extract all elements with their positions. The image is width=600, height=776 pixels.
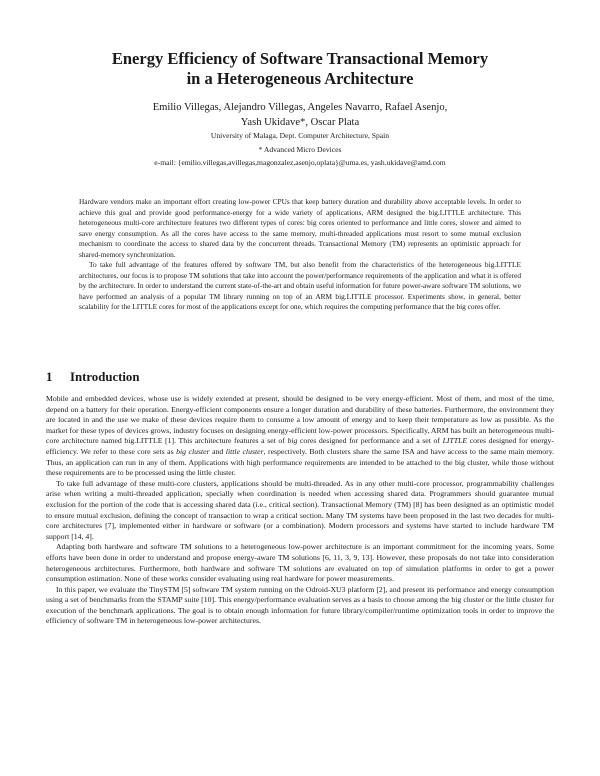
abstract-paragraph: To take full advantage of the features offered by software TM, but also benefit from the characteristics of the heterogeneous big.LITTLE architectures, our focus is to propose TM solutions that take into account the power/performance requirements of the application and what it is offered by the architecture. In order to understand the current state-of-the-art and obtain useful information for future power-aware software TM solutions, we have performed an analysis of a popular TM library running on top of an ARM big.LITTLE processor. Experiments show, in general, better scalability for the LITTLE cores for most of the applications except for one, which requires the computing performance that the big cores offer. xyxy=(79,260,521,312)
body-paragraph: In this paper, we evaluate the TinySTM [5] software TM system running on the Odroid-XU3 platform [2], and present its performance and energy consumption using a set of benchmarks from the STAMP suite [10]. This energy/performance evaluation serves as a basis to choose among the big cluster or the little cluster for execution of the benchmark applications. The goal is to obtain enough information for future library/compiler/runtime optimization tools in order to improve the efficiency of software TM in heterogeneous low-power architectures. xyxy=(46,584,554,626)
authors-line-2: Yash Ukidave*, Oscar Plata xyxy=(240,117,360,128)
affiliation: University of Malaga, Dept. Computer Architecture, Spain xyxy=(210,131,390,140)
author-list xyxy=(60,100,540,130)
emphasis-little-cluster: little cluster xyxy=(225,446,264,456)
section-body xyxy=(46,394,554,627)
emphasis-big: big xyxy=(287,436,298,446)
text-run: cores designed for energy-efficiency. We refer to these core sets as xyxy=(46,436,554,456)
title-line-1: Energy Efficiency of Software Transactional Memory xyxy=(111,49,489,68)
body-paragraph: Adapting both hardware and software TM solutions to a heterogeneous low-power architecture is an important commitment for the incoming years. Some efforts have been done in order to understand and propose energy-aware TM solutions [6, 11, 3, 9, 13]. However, these proposals do not take into consideration heterogeneous architectures. Furthermore, both hardware and software TM solutions are evaluated on top of simulation platforms in order to get a power consumption estimation. None of these works consider evaluating using real hardware for power measurements. xyxy=(46,542,554,584)
text-run: Mobile and embedded devices, whose use is widely extended at present, should be designed to be very energy-efficient. Most of them, and most of the time, depend on a battery for their operation. Energy-efficient components ensure a longer duration and durability of these batteries. Furthermore, the environment they are located in and the use we make of these devices require them to consume a low amount of energy and to keep their temperature as low as possible. As the market for these types of devices grows, industry focuses on designing energy-efficient low-power processors. Specifically, ARM has built an heterogeneous multi-core architecture named big.LITTLE [1]. This architecture features a set of xyxy=(46,394,554,446)
emphasis-little: LITTLE xyxy=(442,436,468,446)
author-emails: e-mail: {emilio.villegas,avillegas,magonzalez,asenjo,oplata}@uma.es, yash.ukidave@amd.com xyxy=(154,158,446,167)
affiliation-amd: * Advanced Micro Devices xyxy=(258,145,342,154)
section-heading xyxy=(46,370,139,385)
text-run: cores designed for performance and a set of xyxy=(297,436,443,446)
emphasis-big-cluster: big cluster xyxy=(176,446,210,456)
authors-line-1: Emilio Villegas, Alejandro Villegas, Angeles Navarro, Rafael Asenjo, xyxy=(152,102,448,113)
abstract-paragraph: Hardware vendors make an important effort creating low-power CPUs that keep battery duration and durability above acceptable levels. In order to achieve this goal and provide good performance-energy for a wide variety of applications, ARM designed the big.LITTLE architecture. This heterogeneous multi-core architecture features two different types of cores: big cores oriented to performance and little cores, slower and aimed to save energy consumption. As all the cores have access to the same memory, multi-threaded applications must resort to some mutual exclusion mechanism to coordinate the access to shared data by the concurrent threads. Transactional Memory (TM) represents an optimistic approach for shared-memory synchronization. xyxy=(79,197,521,259)
text-run: , respectively. Both clusters share the same ISA and have access to the same main memory. Thus, an application can run in any of them. Applications with high performance requirements are intended to be attached to the big cluster, while those without these requirements are to be processed using the little cluster. xyxy=(46,446,555,478)
body-paragraph xyxy=(46,394,554,479)
section-title: Introduction xyxy=(70,370,140,384)
paper-title xyxy=(60,49,540,89)
text-run: and xyxy=(209,446,226,456)
abstract xyxy=(79,197,521,313)
section-number: 1 xyxy=(46,370,53,384)
body-paragraph: To take full advantage of these multi-core clusters, applications should be multi-threaded. As in any other multi-core processor, programmability challenges arise when writing a multi-threaded application, specially when coordination is needed when accessing shared data. Programmers should guarantee mutual exclusion for the portion of the code that is accessing shared data (i.e., critical section). Transactional Memory (TM) [8] has been designed as an optimistic model to ensure mutual exclusion, defining the concept of transaction to wrap a critical section. Many TM systems have been proposed in the last two decades for multi-core architectures [7], implemented either in hardware or software (or a combination). Modern processors and systems have started to include hardware TM support [14, 4]. xyxy=(46,478,554,541)
title-line-2: in a Heterogeneous Architecture xyxy=(186,69,414,88)
